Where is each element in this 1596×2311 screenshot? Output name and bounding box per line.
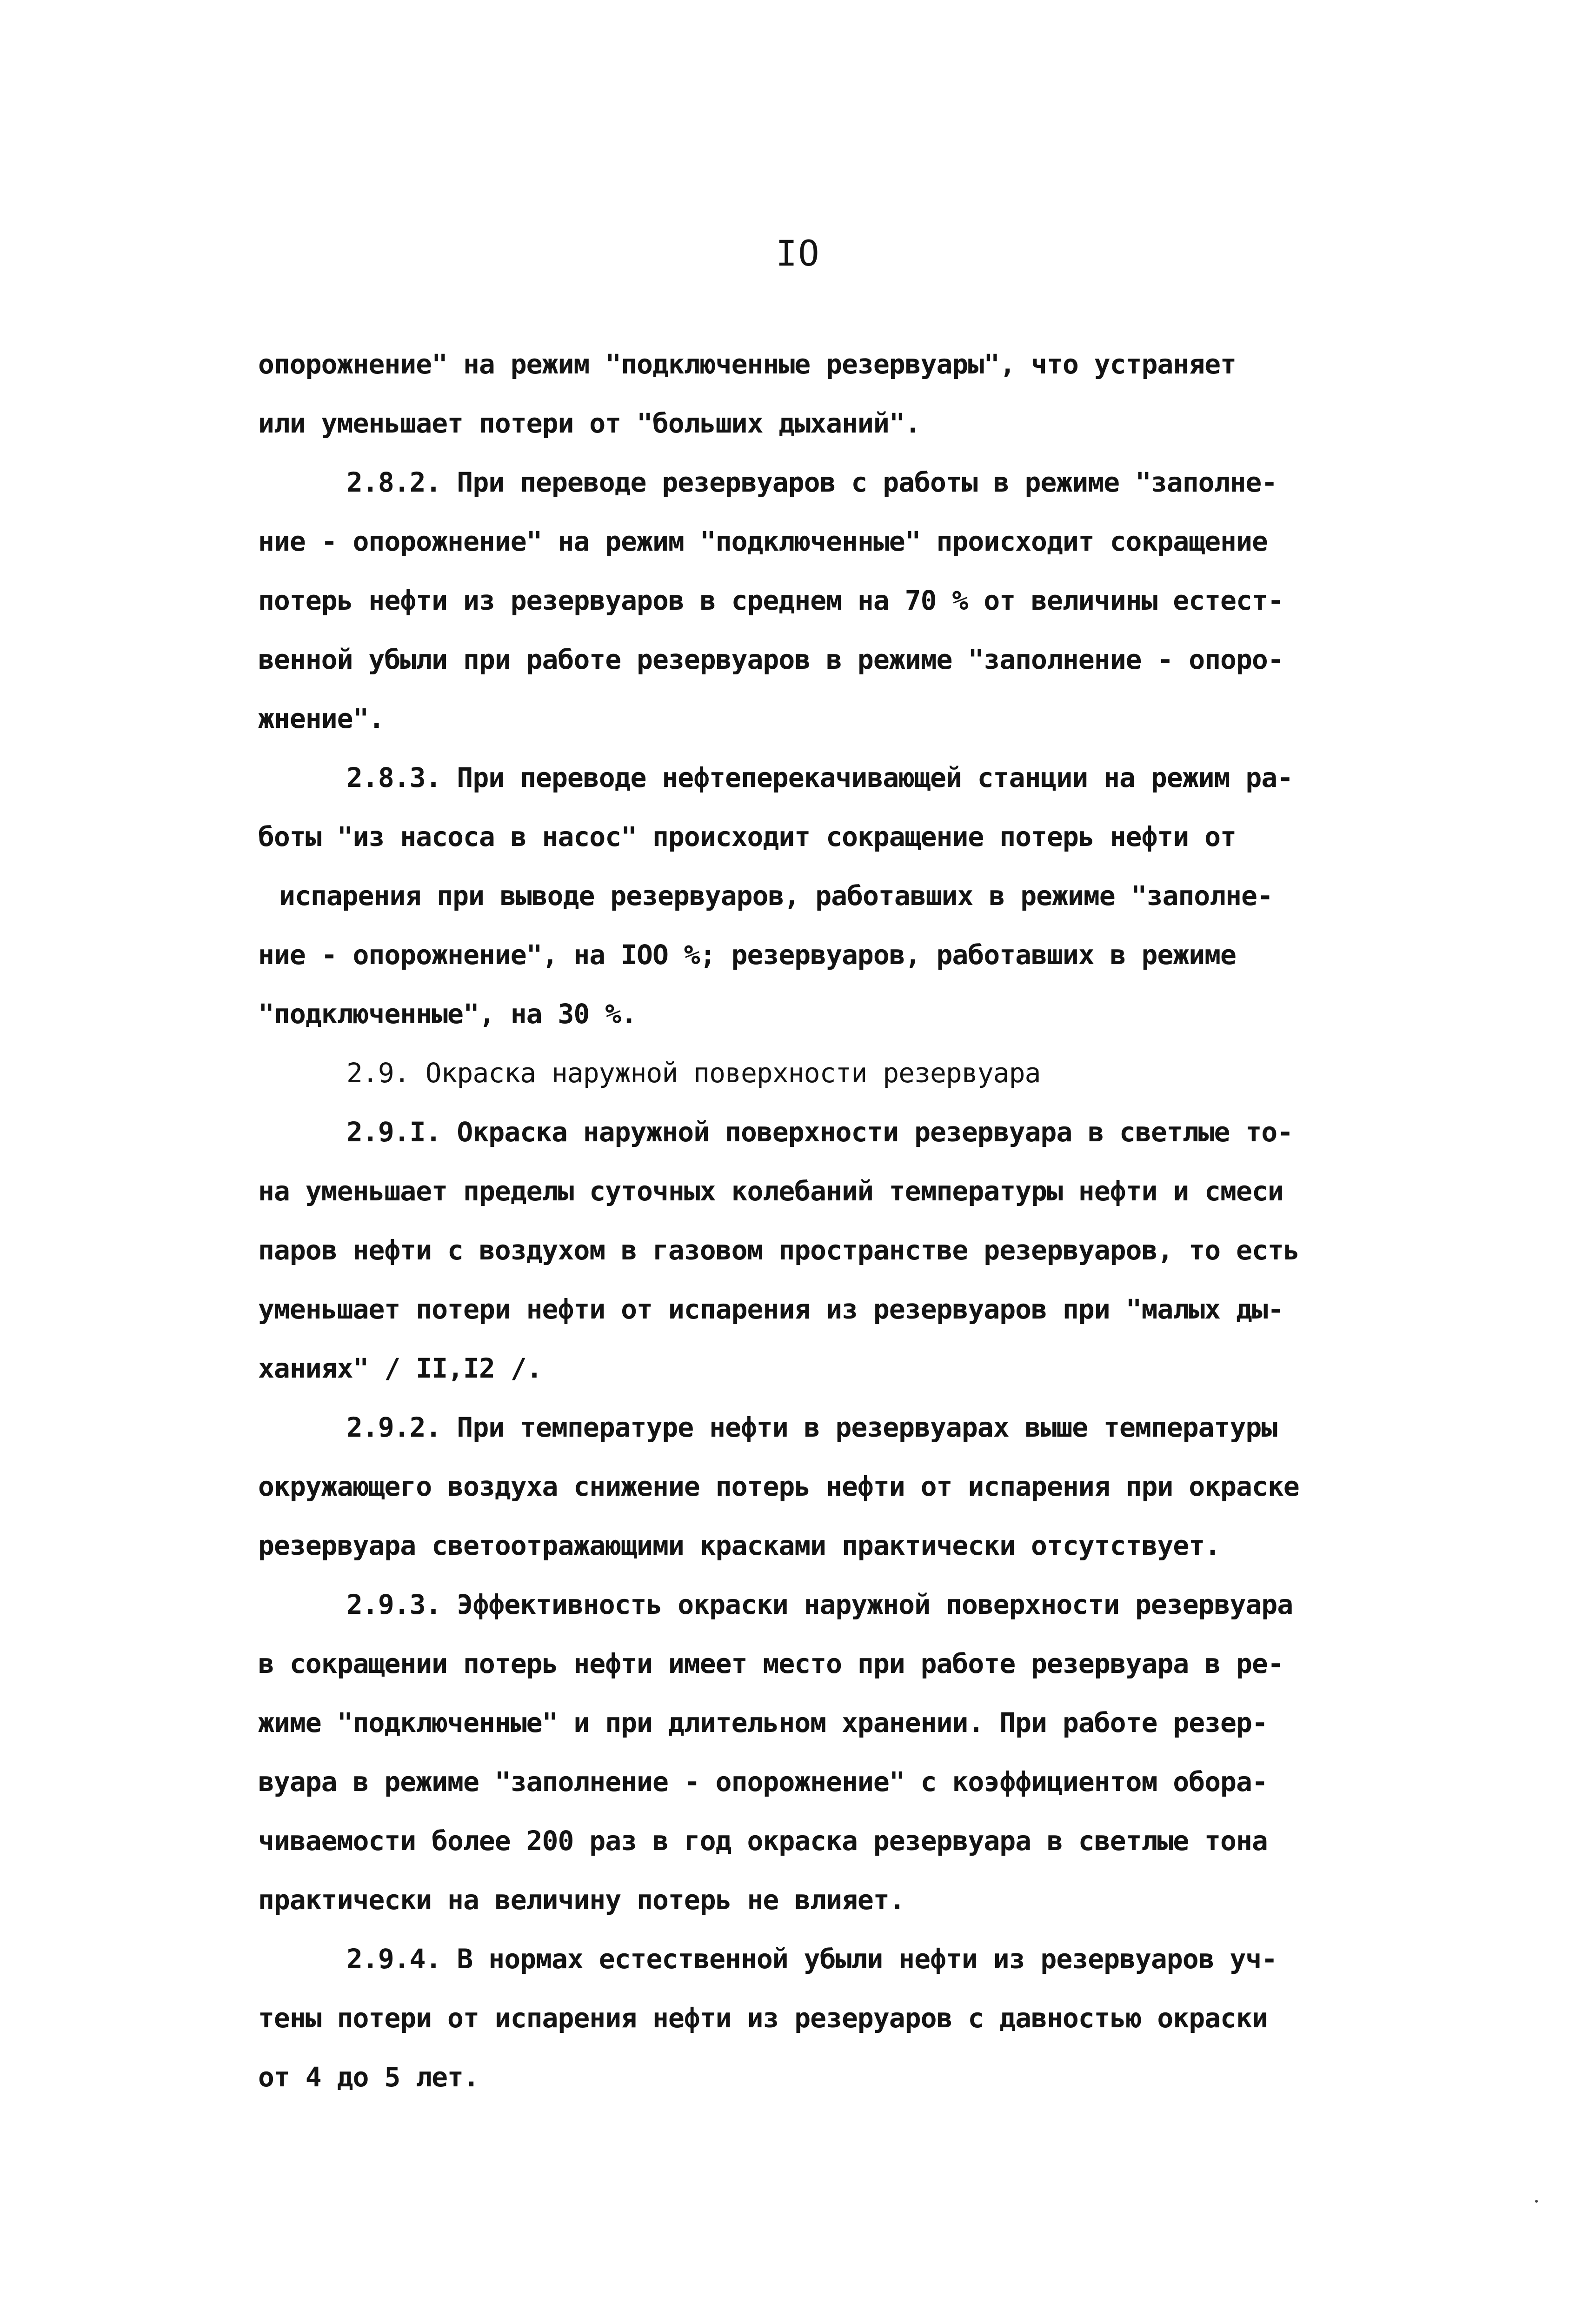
text-line: в сокращении потерь нефти имеет место при работе резервуара в ре-: [258, 1648, 1283, 1679]
page-number: IO: [776, 233, 820, 274]
text-line: опорожнение" на режим "подключенные резервуары", что устраняет: [258, 348, 1236, 380]
text-line: чиваемости более 200 раз в год окраска резервуара в светлые тона: [258, 1825, 1268, 1857]
section-heading-2-9: 2.9. Окраска наружной поверхности резервуара: [346, 1057, 1041, 1089]
text-line: потерь нефти из резервуаров в среднем на 70 % от величины естест-: [258, 585, 1283, 616]
paragraph-2-8-2-start: 2.8.2. При переводе резервуаров с работы в режиме "заполне-: [346, 466, 1277, 498]
paragraph-2-8-3-start: 2.8.3. При переводе нефтеперекачивающей станции на режим ра-: [346, 762, 1293, 793]
text-line: от 4 до 5 лет.: [258, 2061, 479, 2093]
text-line: паров нефти с воздухом в газовом пространстве резервуаров, то есть: [258, 1234, 1299, 1266]
text-line: практически на величину потерь не влияет.: [258, 1884, 905, 1916]
text-line: венной убыли при работе резервуаров в режиме "заполнение - опоро-: [258, 644, 1283, 675]
paragraph-2-9-4-start: 2.9.4. В нормах естественной убыли нефти из резервуаров уч-: [346, 1943, 1277, 1975]
text-line: вуара в режиме "заполнение - опорожнение" с коэффициентом обора-: [258, 1766, 1268, 1798]
text-line: ние - опорожнение" на режим "подключенные" происходит сокращение: [258, 526, 1268, 557]
text-line: резервуара светоотражающими красками практически отсутствует.: [258, 1530, 1221, 1561]
text-line: уменьшает потери нефти от испарения из резервуаров при "малых ды-: [258, 1293, 1283, 1325]
text-line: на уменьшает пределы суточных колебаний температуры нефти и смеси: [258, 1175, 1283, 1207]
text-line: испарения при выводе резервуаров, работавших в режиме "заполне-: [279, 880, 1273, 912]
paragraph-2-9-2-start: 2.9.2. При температуре нефти в резервуарах выше температуры: [346, 1412, 1277, 1443]
paragraph-2-9-3-start: 2.9.3. Эффективность окраски наружной поверхности резервуара: [346, 1589, 1293, 1620]
text-line: ние - опорожнение", на IOO %; резервуаров, работавших в режиме: [258, 939, 1236, 971]
text-line: боты "из насоса в насос" происходит сокращение потерь нефти от: [258, 821, 1236, 852]
document-body: [258, 335, 1449, 2107]
text-line: или уменьшает потери от "больших дыханий".: [258, 407, 921, 439]
scan-speck: [1535, 2200, 1538, 2203]
text-line: жиме "подключенные" и при длительном хранении. При работе резер-: [258, 1707, 1268, 1738]
paragraph-2-9-1-start: 2.9.I. Окраска наружной поверхности резервуара в светлые то-: [346, 1116, 1293, 1148]
text-line: тены потери от испарения нефти из резеруаров с давностью окраски: [258, 2002, 1268, 2034]
text-line: ханиях" / II,I2 /.: [258, 1352, 542, 1384]
text-line: жнение".: [258, 703, 385, 734]
text-line: "подключенные", на 30 %.: [258, 998, 637, 1030]
text-line: окружающего воздуха снижение потерь нефти от испарения при окраске: [258, 1471, 1299, 1502]
